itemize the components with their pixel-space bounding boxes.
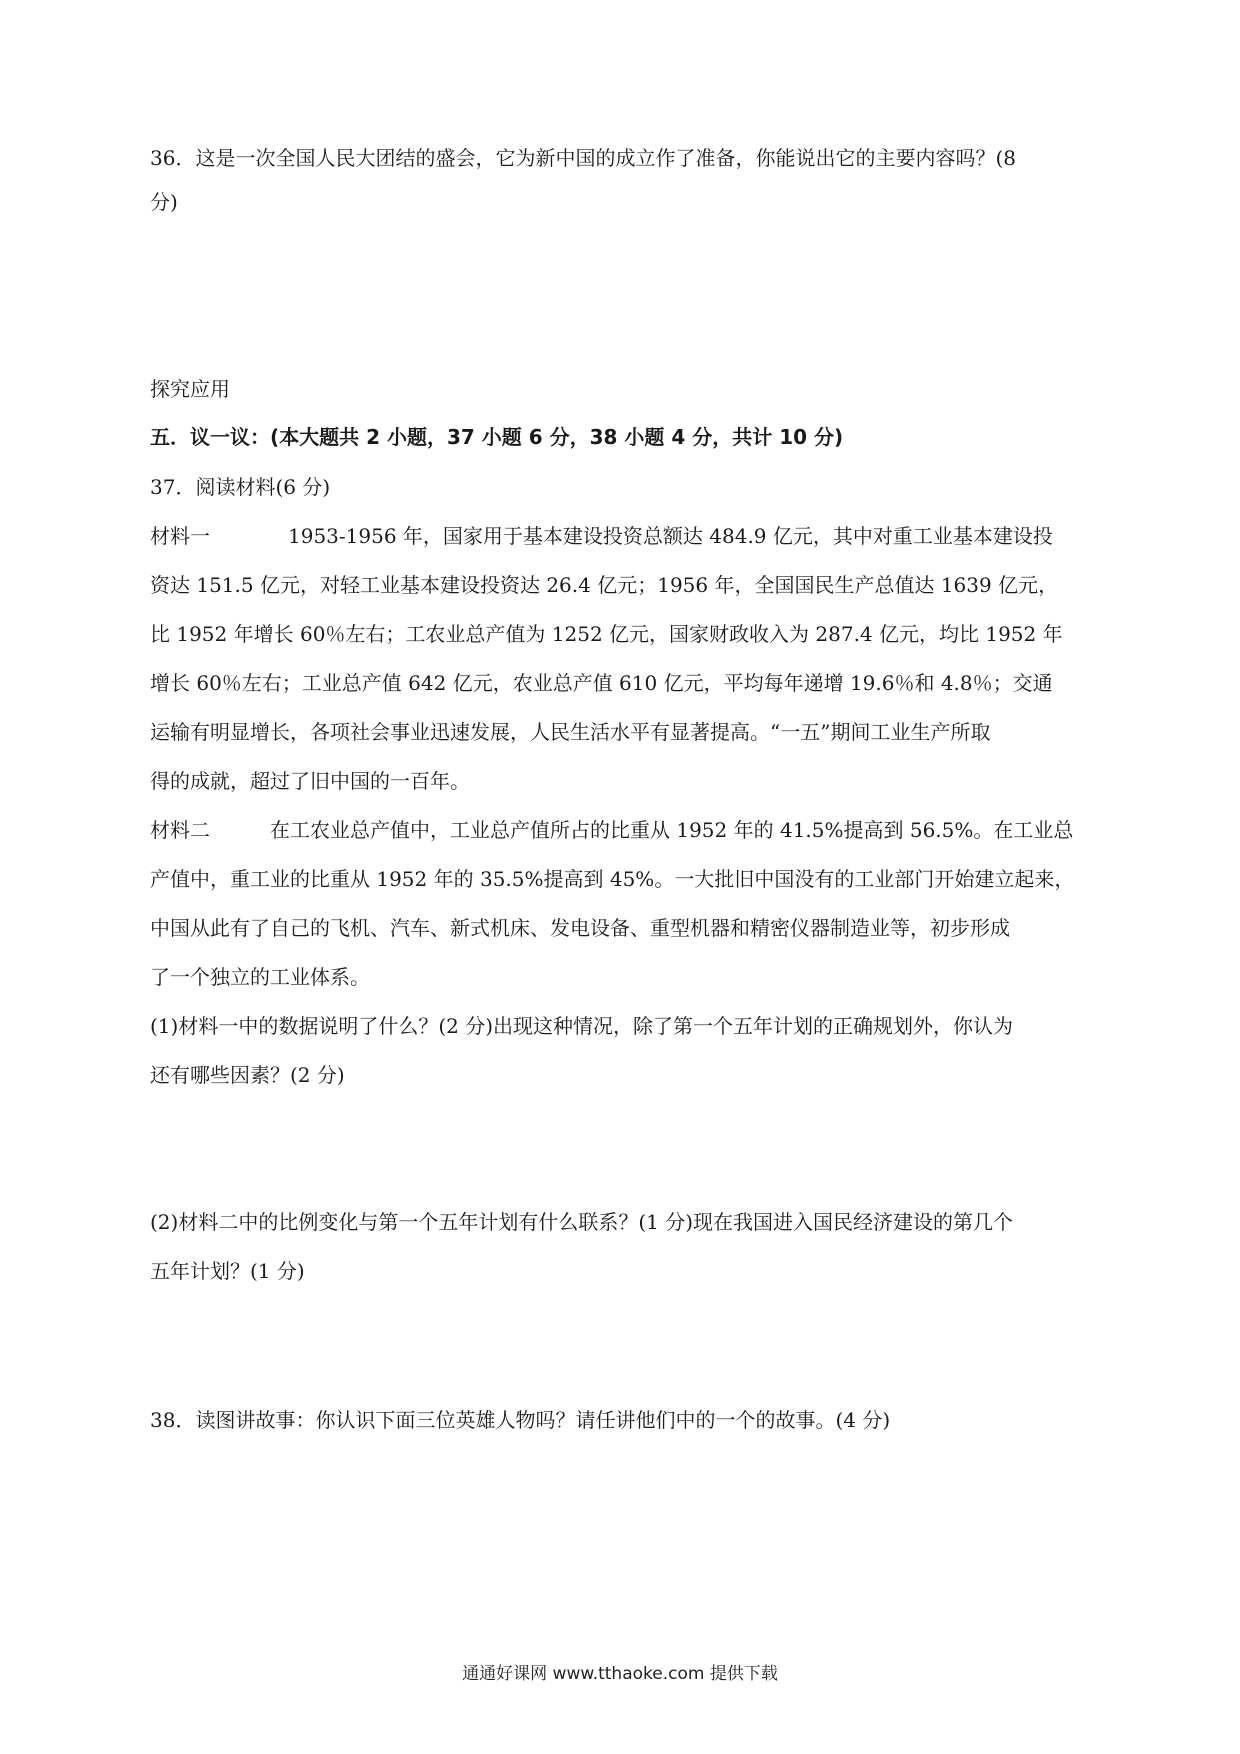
material-1-line-1 — [150, 522, 1100, 550]
material-2-line-1 — [150, 816, 1100, 844]
question-37-title: 37．阅读材料(6 分) — [150, 475, 331, 499]
footer-credit: 通通好课网 www.tthaoke.com 提供下载 — [462, 1664, 778, 1684]
material-2-line-2: 产值中，重工业的比重从 1952 年的 35.5%提高到 45%。一大批旧中国没有的工业部门开始建立起来， — [150, 867, 1075, 891]
section-title: 五．议一议：(本大题共 2 小题，37 小题 6 分，38 小题 4 分，共计 10 分) — [150, 425, 844, 449]
section-label: 探究应用 — [150, 377, 230, 401]
material-1-line-3: 比 1952 年增长 60％左右；工农业总产值为 1252 亿元，国家财政收入为 287.4 亿元，均比 1952 年 — [150, 622, 1063, 646]
material-1-line-2: 资达 151.5 亿元，对轻工业基本建设投资达 26.4 亿元；1956 年，全国国民生产总值达 1639 亿元， — [150, 573, 1059, 597]
material-1-line-6: 得的成就，超过了旧中国的一百年。 — [150, 769, 470, 793]
question-37-sub-2-line-2: 五年计划？(1 分) — [150, 1259, 305, 1283]
material-1-label: 材料一 — [150, 524, 210, 548]
material-2-line-3: 中国从此有了自己的飞机、汽车、新式机床、发电设备、重型机器和精密仪器制造业等，初步形成 — [150, 916, 1010, 940]
material-2-text: 在工农业总产值中，工业总产值所占的比重从 1952 年的 41.5%提高到 56.5%。在工业总 — [270, 818, 1074, 842]
material-1-line-4: 增长 60％左右；工业总产值 642 亿元，农业总产值 610 亿元，平均每年递增 19.6％和 4.8％；交通 — [150, 671, 1053, 695]
material-2-line-4: 了一个独立的工业体系。 — [150, 965, 370, 989]
question-38: 38．读图讲故事：你认识下面三位英雄人物吗？请任讲他们中的一个的故事。(4 分) — [150, 1408, 891, 1432]
question-37-sub-2-line-1: (2)材料二中的比例变化与第一个五年计划有什么联系？(1 分)现在我国进入国民经济建设的第几个 — [150, 1210, 1014, 1234]
question-37-sub-1-line-1: (1)材料一中的数据说明了什么？(2 分)出现这种情况，除了第一个五年计划的正确规划外，你认为 — [150, 1014, 1014, 1038]
question-36-line-1: 36．这是一次全国人民大团结的盛会，它为新中国的成立作了准备，你能说出它的主要内容吗？(8 — [150, 146, 1016, 170]
material-2-label: 材料二 — [150, 818, 210, 842]
question-37-sub-1-line-2: 还有哪些因素？(2 分) — [150, 1063, 345, 1087]
material-1-line-5: 运输有明显增长，各项社会事业迅速发展，人民生活水平有显著提高。“一五”期间工业生产所取 — [150, 720, 991, 744]
question-36-line-2: 分) — [150, 190, 178, 214]
material-1-text: 1953-1956 年，国家用于基本建设投资总额达 484.9 亿元，其中对重工业基本建设投 — [288, 524, 1053, 548]
